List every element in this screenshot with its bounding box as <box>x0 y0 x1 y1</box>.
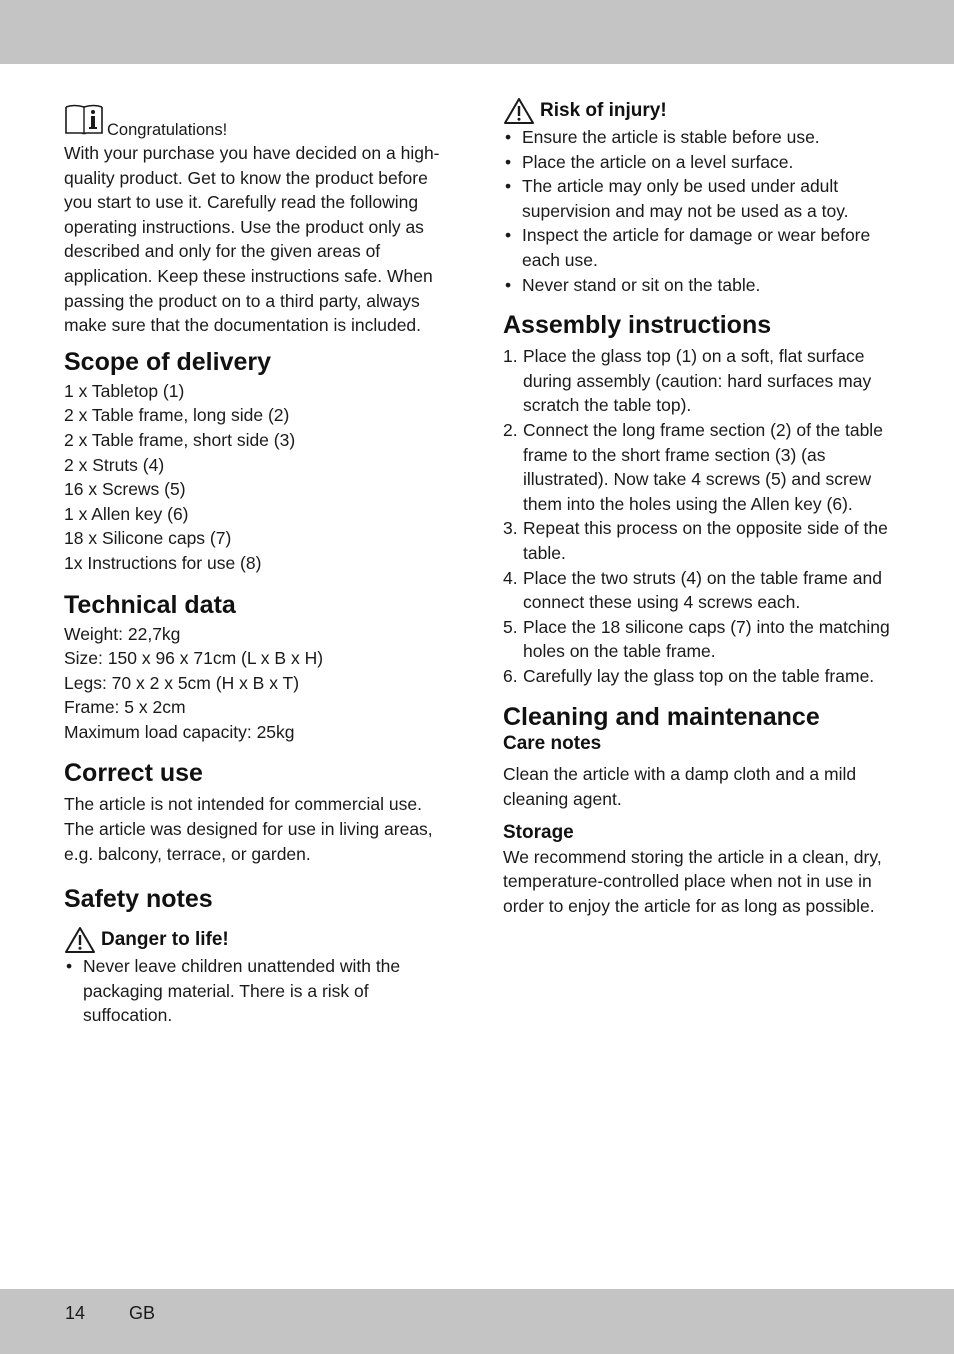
scope-heading: Scope of delivery <box>64 347 272 376</box>
danger-heading: Danger to life! <box>101 929 229 951</box>
list-item: 18 x Silicone caps (7) <box>64 528 232 549</box>
storage-text: We recommend storing the article in a clean, dry, temperature-controlled place when not in use in order to enjoy the article for as long as possible. <box>503 846 882 916</box>
list-item: 5. Place the 18 silicone caps (7) into the matching holes on the table frame. <box>503 616 890 662</box>
safety-heading: Safety notes <box>64 885 213 914</box>
risk-list <box>503 125 903 297</box>
list-item: Weight: 22,7kg <box>64 623 181 644</box>
left-column <box>64 100 454 1028</box>
list-item: Frame: 5 x 2cm <box>64 697 186 718</box>
list-item: 1 x Tabletop (1) <box>64 380 185 401</box>
list-item: • Never stand or sit on the table. <box>505 274 761 295</box>
header-band <box>0 0 954 64</box>
list-item: 2 x Struts (4) <box>64 454 165 475</box>
list-item: 3. Repeat this process on the opposite side of the table. <box>503 518 888 563</box>
list-item: Legs: 70 x 2 x 5cm (H x B x T) <box>64 672 300 693</box>
page-number: 14 <box>65 1303 86 1323</box>
assembly-steps <box>503 344 903 688</box>
list-item: 6. Carefully lay the glass top on the table frame. <box>503 665 875 686</box>
warning-triangle-icon <box>503 97 535 125</box>
list-item: 2 x Table frame, long side (2) <box>64 405 290 426</box>
list-item: • Place the article on a level surface. <box>505 151 794 172</box>
list-item: Size: 150 x 96 x 71cm (L x B x H) <box>64 648 324 669</box>
list-item: 1x Instructions for use (8) <box>64 552 262 573</box>
list-item: 1. Place the glass top (1) on a soft, flat surface during assembly (caution: hard surfaces may scratch the table top). <box>503 346 872 416</box>
list-item: 1 x Allen key (6) <box>64 503 189 524</box>
assembly-heading: Assembly instructions <box>503 311 772 340</box>
scope-list <box>64 379 454 576</box>
list-item: 2 x Table frame, short side (3) <box>64 429 296 450</box>
intro-paragraph: With your purchase you have decided on a high-quality product. Get to know the product before you start to use it. Carefully read the following operating instructions. Use the product only as described and only for the given areas of application. Keep these instructions safe. When passing the product on to a third party, always make sure that the documentation is included. <box>64 143 440 336</box>
risk-heading: Risk of injury! <box>540 100 667 121</box>
correct-use-heading: Correct use <box>64 759 203 788</box>
list-item: • Ensure the article is stable before use. <box>505 127 820 147</box>
book-info-icon <box>64 101 104 140</box>
language-code: GB <box>129 1303 156 1323</box>
correct-use-text: The article is not intended for commercial use. The article was designed for use in living areas, e.g. balcony, terrace, or garden. <box>64 794 433 864</box>
right-column <box>503 100 903 918</box>
technical-list <box>64 622 454 745</box>
list-item: 4. Place the two struts (4) on the table frame and connect these using 4 screws each. <box>503 567 882 613</box>
care-notes-text: Clean the article with a damp cloth and a mild cleaning agent. <box>503 764 857 810</box>
intro-heading <box>64 100 454 140</box>
list-item: • The article may only be used under adult supervision and may not be used as a toy. <box>505 176 849 221</box>
list-item: 2. Connect the long frame section (2) of the table frame to the short frame section (3) (as illustrated). Now take 4 screws (5) and screw them into the holes using the Allen key (6). <box>503 419 883 514</box>
warning-triangle-icon <box>64 926 96 954</box>
list-item: • Inspect the article for damage or wear before each use. <box>505 225 871 270</box>
list-item: 16 x Screws (5) <box>64 479 186 500</box>
care-notes-heading: Care notes <box>503 733 602 755</box>
storage-heading: Storage <box>503 821 574 843</box>
cleaning-heading: Cleaning and maintenance <box>503 703 820 732</box>
danger-list <box>64 954 454 1028</box>
danger-heading-row <box>64 926 454 954</box>
congratulations-text: Congratulations! <box>107 121 228 139</box>
risk-heading-row <box>503 97 903 125</box>
list-item: Maximum load capacity: 25kg <box>64 721 295 742</box>
list-item: • Never leave children unattended with the packaging material. There is a risk of suffocation. <box>66 956 401 1026</box>
technical-heading: Technical data <box>64 590 236 619</box>
